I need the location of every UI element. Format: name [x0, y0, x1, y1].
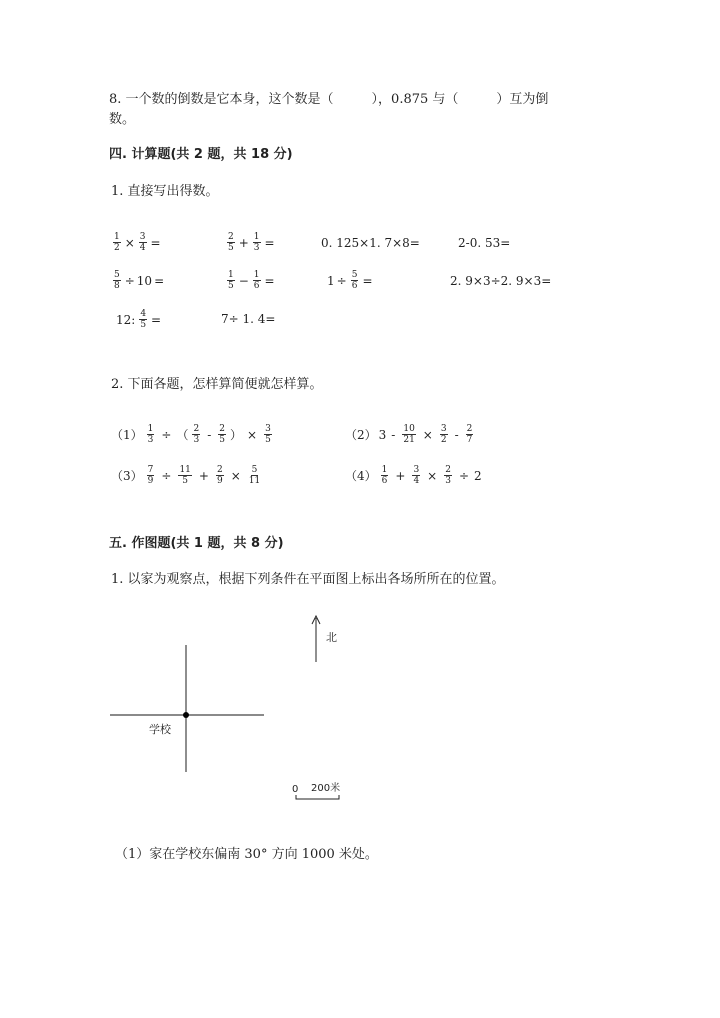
section4-title: 四. 计算题(共 2 题，共 18 分): [109, 147, 293, 162]
calc-r2c2: $\frac{1}{5}$ − $\frac{1}{6}$ =: [228, 270, 275, 291]
q8-text-b: ），0.875 与（: [371, 92, 459, 107]
calc-r1c4: 2-0. 53=: [458, 236, 511, 250]
calc-p1: （1） $\frac{1}{3}$ ÷ （ $\frac{2}{3}$ - $\frac{2}{5}$ ） × $\frac{3}{5}$: [111, 424, 271, 445]
fraction: $\frac{2}{9}$: [216, 465, 223, 486]
fraction: $\frac{1}{2}$: [114, 232, 120, 253]
fraction: $\frac{3}{2}$: [440, 424, 447, 445]
fraction: $\frac{1}{3}$: [253, 232, 260, 253]
fraction: $\frac{3}{5}$: [265, 424, 271, 445]
fraction: $\frac{3}{4}$: [413, 465, 420, 486]
fraction: $\frac{4}{5}$: [140, 309, 147, 330]
fraction: $\frac{2}{3}$: [445, 465, 451, 486]
calc-r1c2: $\frac{2}{5}$ + $\frac{1}{3}$ =: [228, 232, 275, 253]
fraction: $\frac{1}{5}$: [228, 270, 234, 291]
calc-p3: （3） $\frac{7}{9}$ ÷ $\frac{11}{5}$ + $\frac{2}{9}$ × $\frac{5}{11}$: [111, 465, 261, 486]
fraction: $\frac{11}{5}$: [179, 465, 191, 486]
fraction: $\frac{7}{9}$: [147, 465, 154, 486]
fraction: $\frac{10}{21}$: [403, 424, 415, 445]
fraction: $\frac{2}{3}$: [193, 424, 200, 445]
calc-r1c3: 0. 125×1. 7×8=: [321, 236, 420, 250]
north-label: 北: [326, 631, 337, 644]
q4-1-prompt: 1. 直接写出得数。: [111, 184, 219, 199]
calc-r2c4: 2. 9×3÷2. 9×3=: [450, 274, 552, 288]
calc-r3c2: 7÷ 1. 4=: [221, 312, 276, 326]
fraction: $\frac{5}{11}$: [248, 465, 261, 486]
calc-p4: （4） $\frac{1}{6}$ + $\frac{3}{4}$ × $\frac{2}{3}$ ÷ 2: [345, 465, 482, 486]
calc-r2c1: $\frac{5}{8}$ ÷ 10 =: [114, 270, 165, 291]
q5-1-sub1: （1）家在学校东偏南 30° 方向 1000 米处。: [115, 847, 378, 862]
scale-zero-label: 0: [292, 784, 299, 795]
scale-bar: [296, 795, 339, 799]
fraction: $\frac{2}{7}$: [466, 424, 473, 445]
fraction: $\frac{2}{5}$: [219, 424, 225, 445]
fraction: $\frac{3}{4}$: [139, 232, 146, 253]
scale-label: 200米: [311, 783, 341, 794]
q5-1-prompt: 1. 以家为观察点，根据下列条件在平面图上标出各场所所在的位置。: [111, 572, 505, 587]
fraction: $\frac{5}{8}$: [114, 270, 120, 291]
calc-p2: （2） 3 - $\frac{10}{21}$ × $\frac{3}{2}$ - $\frac{2}{7}$: [345, 424, 473, 445]
school-point[interactable]: [183, 712, 189, 718]
section5-title: 五. 作图题(共 1 题，共 8 分): [109, 536, 284, 551]
calc-r1c1: $\frac{1}{2}$ × $\frac{3}{4}$ =: [114, 232, 161, 253]
fraction: $\frac{1}{6}$: [253, 270, 260, 291]
fraction: $\frac{1}{3}$: [147, 424, 154, 445]
fraction: $\frac{5}{6}$: [351, 270, 358, 291]
calc-r3c1: 12: $\frac{4}{5}$ =: [116, 309, 162, 330]
q8-text-a: 8. 一个数的倒数是它本身，这个数是（: [109, 92, 334, 107]
calc-r2c3: 1 ÷ $\frac{5}{6}$ =: [327, 270, 373, 291]
q8-line2: 数。: [109, 112, 136, 127]
school-label: 学校: [149, 723, 171, 736]
q4-2-prompt: 2. 下面各题，怎样算简便就怎样算。: [111, 377, 323, 392]
fraction: $\frac{1}{6}$: [381, 465, 388, 486]
fraction: $\frac{2}{5}$: [228, 232, 234, 253]
q8-text-c: ）互为倒: [496, 92, 549, 107]
